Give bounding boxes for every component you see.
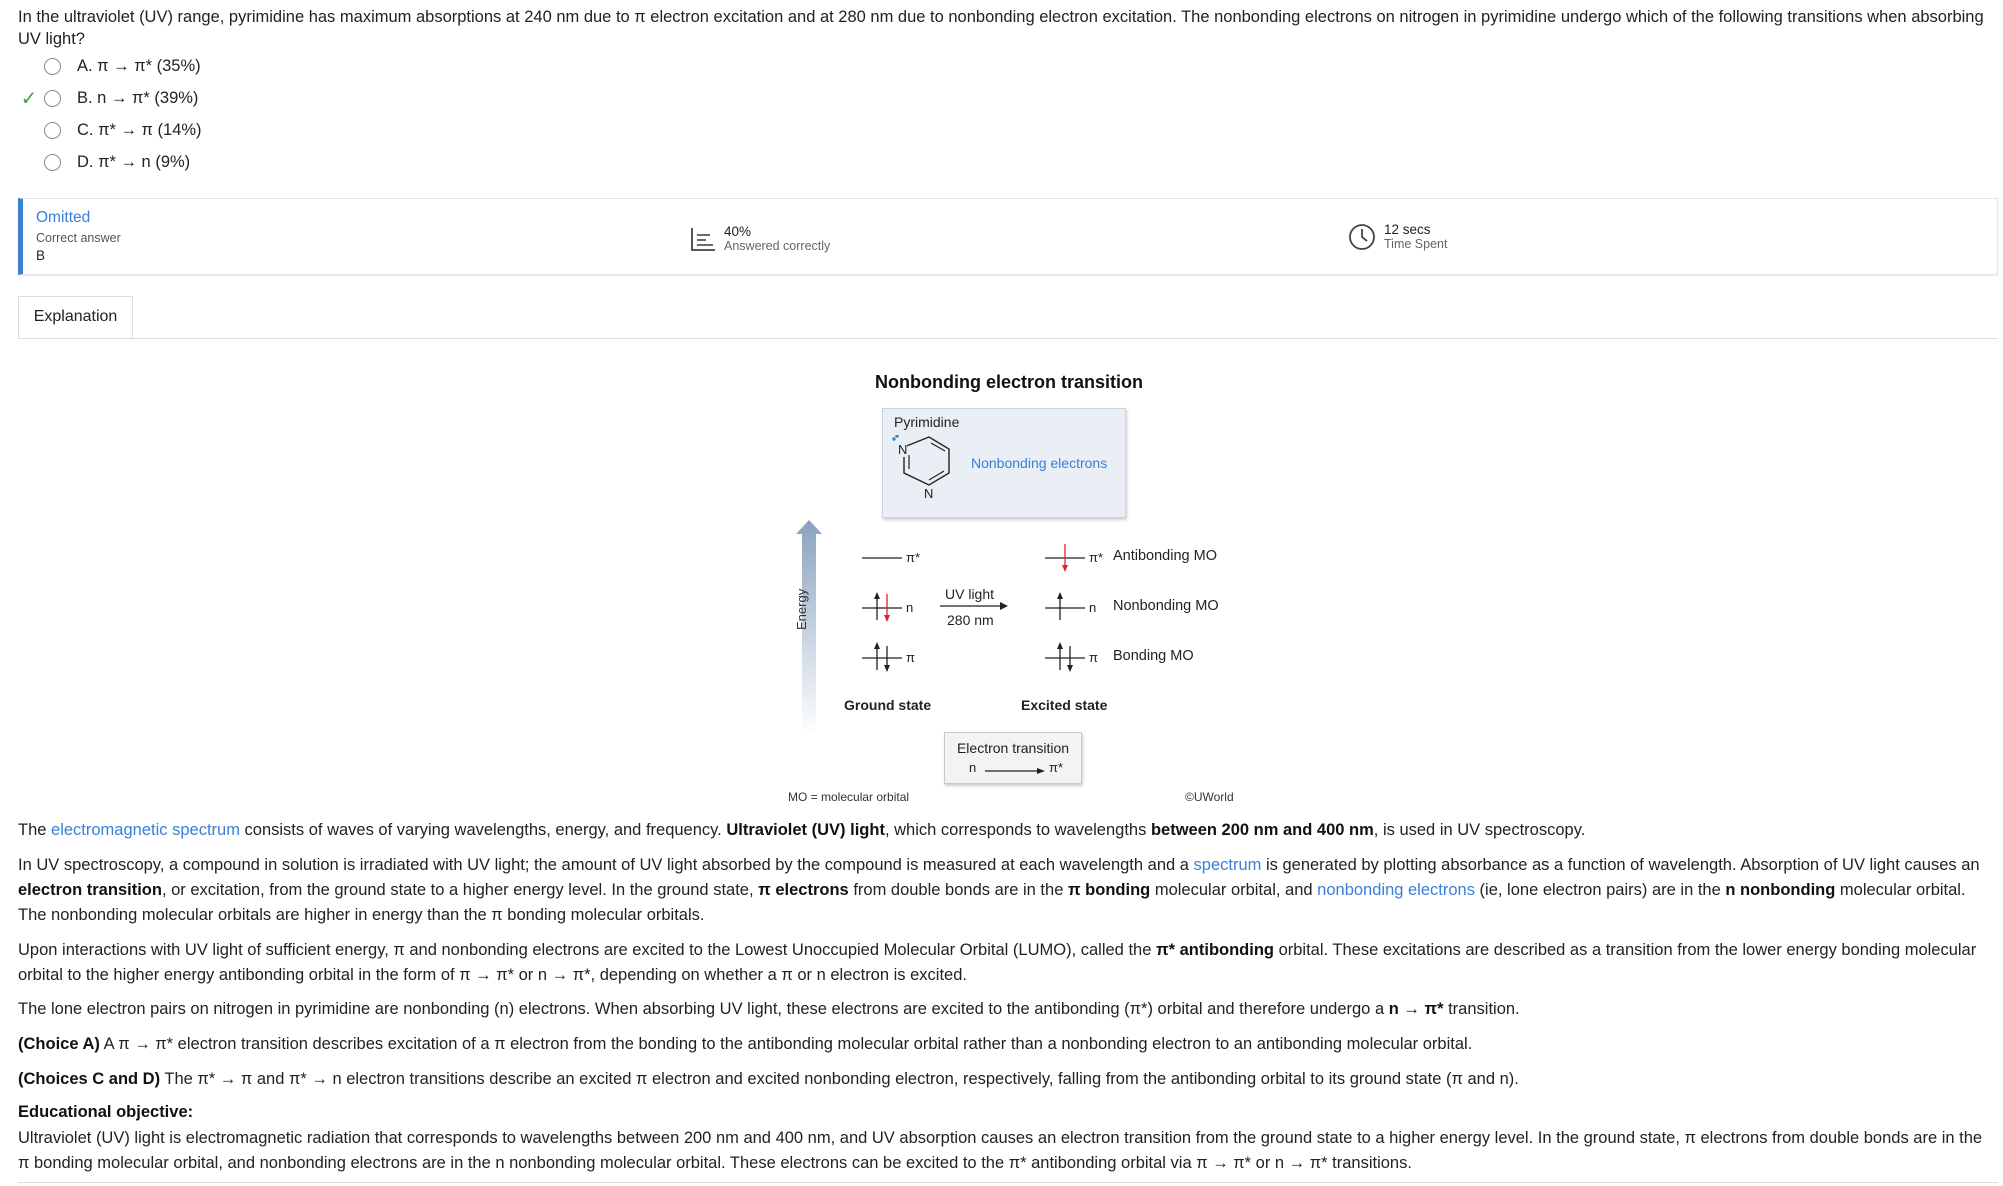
figure-title: Nonbonding electron transition <box>875 372 1143 392</box>
transition-figure <box>770 360 1270 800</box>
electron-transition-box <box>944 732 1082 784</box>
choice-label: C. π* → π (14%) <box>77 120 202 139</box>
status-omitted: Omitted <box>36 209 91 226</box>
explanation-paragraph-1: The electromagnetic spectrum consists of waves of varying wavelengths, energy, and frequency. Ultraviolet (UV) light, which corresponds to wavelengths between 200 nm and 400 nm, is used in UV spectroscopy. <box>18 821 1586 839</box>
explanation-paragraph-2: In UV spectroscopy, a compound in solution is irradiated with UV light; the amount of UV light absorbed by the compound is measured at each wavelength and a spectrum is generated by plotting absorbance as a function of wavelength. Absorption of UV light causes an electron transition, or excitation, from the ground state to a higher energy level. In the ground state, π electrons from double bonds are in the π bonding molecular orbital, and nonbonding electrons (ie, lone electron pairs) are in the n nonbonding molecular orbital. The nonbonding molecular orbitals are higher in energy than the π bonding molecular orbitals. <box>18 856 1980 924</box>
excited-n-label: n <box>1089 600 1097 615</box>
question-stem: In the ultraviolet (UV) range, pyrimidine has maximum absorptions at 240 nm due to π electron excitation and at 280 nm due to nonbonding electron excitation. The nonbonding electrons on nitrogen in pyrimidine undergo which of the following transitions when absorbing UV light? <box>18 8 1984 48</box>
pyrimidine-label: Pyrimidine <box>894 414 960 430</box>
time-spent <box>1348 223 1447 251</box>
link-electromagnetic-spectrum[interactable]: electromagnetic spectrum <box>51 821 240 839</box>
choice-a[interactable] <box>18 50 202 82</box>
choice-label: A. π → π* (35%) <box>77 56 201 75</box>
mo-footnote: MO = molecular orbital <box>788 790 910 804</box>
ground-n-label: n <box>906 600 914 615</box>
percent-value: 40% <box>724 224 752 239</box>
bar-chart-icon <box>690 227 716 251</box>
educational-objective-title: Educational objective: <box>18 1103 194 1121</box>
choice-label: B. n → π* (39%) <box>77 88 199 107</box>
choice-c[interactable] <box>18 114 202 146</box>
bonding-mo-label: Bonding MO <box>1113 648 1194 664</box>
tab-explanation[interactable]: Explanation <box>18 296 133 338</box>
nitrogen-atom-bottom: N <box>924 486 934 501</box>
copyright-label: ©UWorld <box>1185 790 1234 804</box>
nonbonding-mo-label: Nonbonding MO <box>1113 598 1219 614</box>
pyrimidine-box <box>882 408 1126 518</box>
explanation-choice-a: (Choice A) A π → π* electron transition describes excitation of a π electron from the bonding to the antibonding molecular orbital rather than a nonbonding electron to an antibonding molecular orbital. <box>18 1035 1473 1053</box>
time-value: 12 secs <box>1384 222 1431 237</box>
divider <box>18 1182 1998 1183</box>
transition-to: π* <box>1049 760 1064 775</box>
correct-check-icon: ✓ <box>20 87 38 110</box>
educational-objective-text: Ultraviolet (UV) light is electromagnetic radiation that corresponds to wavelengths between 200 nm and 400 nm, and UV absorption causes an electron transition from the ground state to a higher energy level. In the ground state, π electrons from double bonds are in the π bonding molecular orbital, and nonbonding electrons are in the n nonbonding molecular orbital. These electrons can be excited to the π* antibonding orbital via π → π* or n → π* transitions. <box>18 1129 1983 1172</box>
nonbonding-electrons-label: Nonbonding electrons <box>971 455 1108 471</box>
ground-pistar-label: π* <box>906 550 921 565</box>
excited-pistar-label: π* <box>1089 550 1104 565</box>
explanation-paragraph-3: Upon interactions with UV light of sufficient energy, π and nonbonding electrons are excited to the Lowest Unoccupied Molecular Orbital (LUMO), called the π* antibonding orbital. These excitations are described as a transition from the lower energy bonding molecular orbital to the higher energy antibonding orbital in the form of π → π* or n → π*, depending on whether a π or n electron is excited. <box>18 941 1977 984</box>
transition-title: Electron transition <box>956 740 1070 756</box>
clock-icon <box>1348 223 1376 251</box>
percent-label: Answered correctly <box>724 239 831 253</box>
explanation-choices-c-d: (Choices C and D) The π* → π and π* → n electron transitions describe an excited π electron and excited nonbonding electron, respectively, falling from the antibonding orbital to its ground state (π and n). <box>18 1070 1519 1088</box>
result-stats-bar <box>18 198 1998 275</box>
time-label: Time Spent <box>1384 237 1448 251</box>
radio-button[interactable] <box>44 154 61 171</box>
wavelength-label: 280 nm <box>947 612 994 628</box>
correct-answer-value: B <box>36 248 46 263</box>
uv-light-label: UV light <box>945 586 995 602</box>
link-nonbonding-electrons[interactable]: nonbonding electrons <box>1317 881 1475 899</box>
choice-b[interactable] <box>18 82 202 114</box>
radio-button[interactable] <box>44 122 61 139</box>
ground-pi-label: π <box>906 650 915 665</box>
correct-answer-label: Correct answer <box>36 231 121 245</box>
excited-state-label: Excited state <box>1021 697 1108 713</box>
tab-bar <box>18 296 1998 339</box>
link-spectrum[interactable]: spectrum <box>1193 856 1262 874</box>
explanation-paragraph-4: The lone electron pairs on nitrogen in pyrimidine are nonbonding (n) electrons. When absorbing UV light, these electrons are excited to the antibonding (π*) orbital and therefore undergo a n → π* transition. <box>18 1000 1520 1018</box>
choice-d[interactable] <box>18 146 202 178</box>
choice-label: D. π* → n (9%) <box>77 152 191 171</box>
percent-correct <box>690 225 830 253</box>
radio-button[interactable] <box>44 90 61 107</box>
ground-state-label: Ground state <box>844 697 932 713</box>
transition-arrow-icon <box>985 767 1045 775</box>
transition-from: n <box>969 760 977 775</box>
radio-button[interactable] <box>44 58 61 75</box>
excited-pi-label: π <box>1089 650 1098 665</box>
antibonding-mo-label: Antibonding MO <box>1113 548 1217 564</box>
energy-axis-label: Energy <box>794 588 809 630</box>
nitrogen-atom-top: N <box>898 442 908 457</box>
answer-choices <box>18 50 202 178</box>
